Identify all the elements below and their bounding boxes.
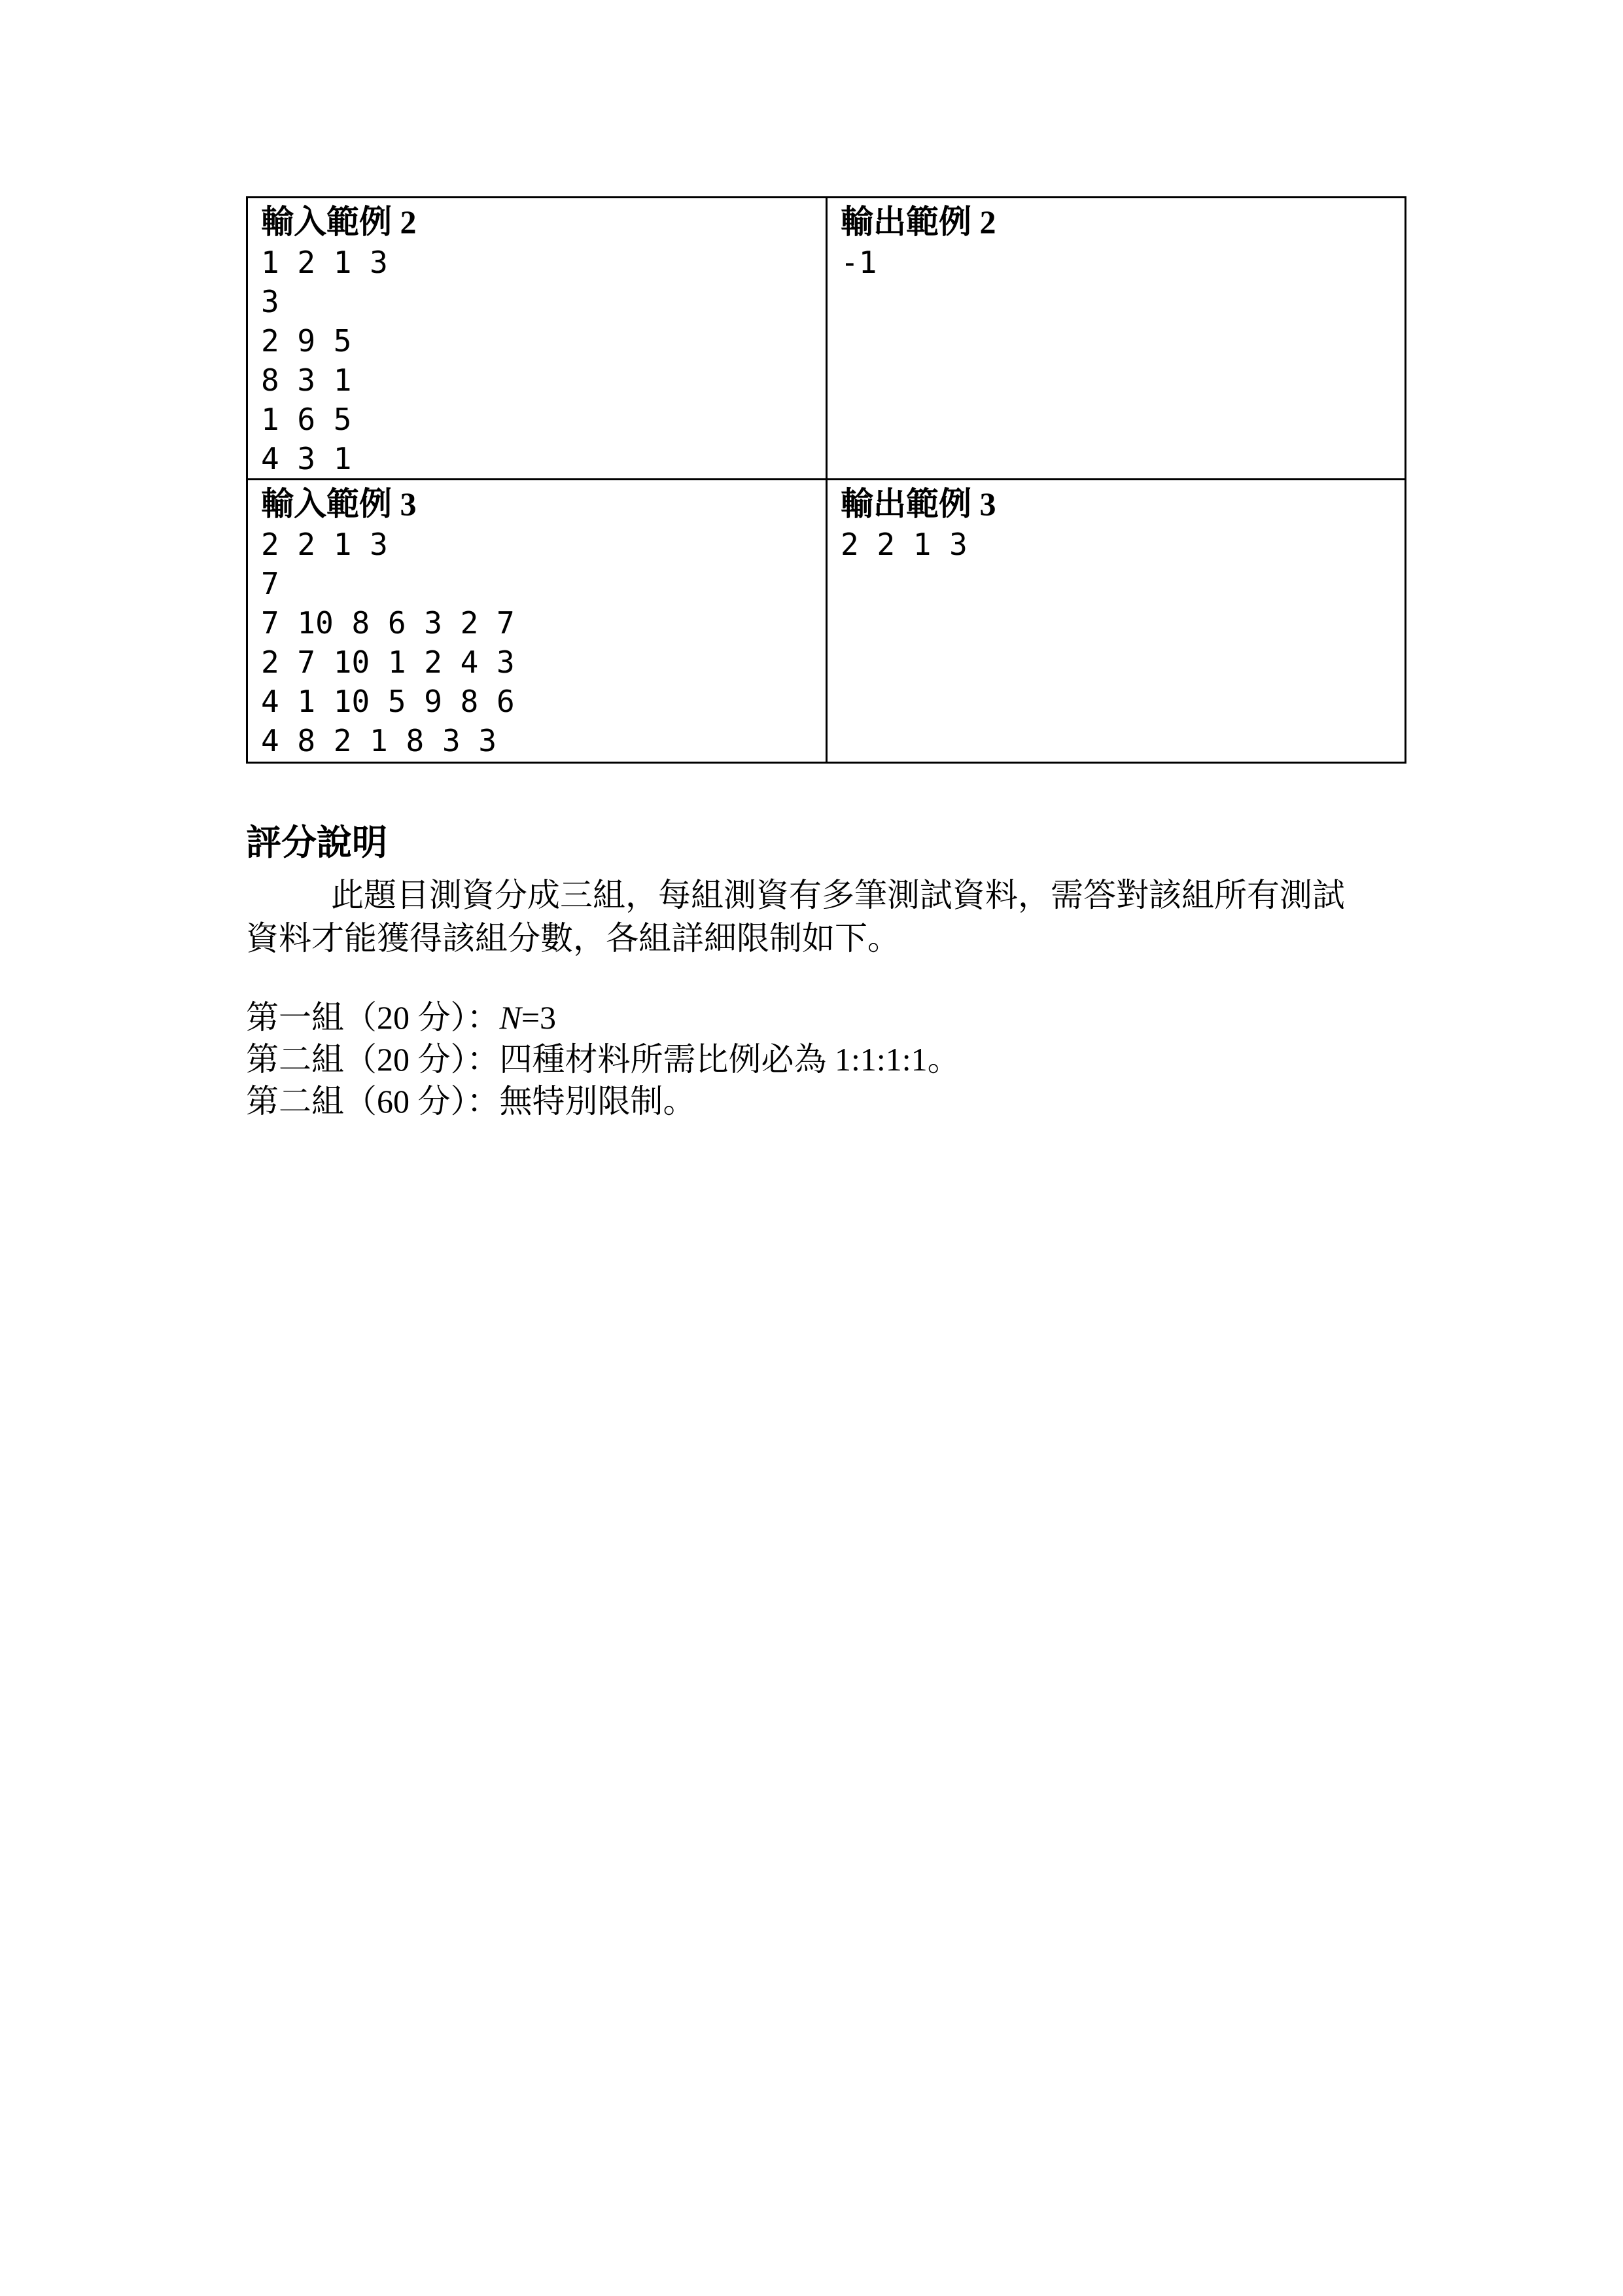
group-rest: =3 [521, 999, 557, 1036]
example-code-line: 1 2 1 3 [261, 245, 388, 280]
group-line-3 [246, 1080, 1391, 1122]
example-code-line: 1 6 5 [261, 402, 352, 437]
example-code-line: 3 [261, 284, 279, 319]
group-line-1 [246, 997, 1391, 1038]
scoring-groups [246, 997, 1391, 1122]
example-code-line: 7 [261, 566, 279, 601]
example-code-line: 4 1 10 5 9 8 6 [261, 684, 515, 719]
input-example-2-header: 輸入範例 2 [261, 203, 417, 240]
scoring-heading: 評分說明 [246, 823, 387, 862]
group-line-2 [246, 1038, 1391, 1080]
example-row-3 [247, 480, 1406, 763]
group-rest: 四種材料所需比例必為 1:1:1:1。 [499, 1041, 960, 1078]
group-prefix: 第一組（20 分）： [246, 999, 500, 1036]
scoring-paragraph [246, 874, 1391, 960]
example-code-line: 2 7 10 1 2 4 3 [261, 645, 515, 680]
example-code-line: 2 2 1 3 [261, 527, 388, 562]
paragraph-line: 此題目測資分成三組，每組測資有多筆測試資料，需答對該組所有測試 [331, 877, 1345, 913]
group-prefix: 第二組（20 分）： [246, 1041, 500, 1078]
examples-table [246, 196, 1406, 764]
group-variable: N [499, 999, 521, 1036]
example-code-line: 8 3 1 [261, 362, 352, 398]
output-example-2-header: 輸出範例 2 [841, 203, 996, 240]
output-example-3-header: 輸出範例 3 [841, 486, 996, 522]
group-prefix: 第二組（60 分）： [246, 1083, 500, 1120]
output-example-2-cell [827, 198, 1406, 480]
example-code-line: 2 9 5 [261, 323, 352, 359]
input-example-3-header: 輸入範例 3 [261, 486, 417, 522]
input-example-3-cell [247, 480, 827, 763]
example-row-2 [247, 198, 1406, 480]
example-code-line: 7 10 8 6 3 2 7 [261, 605, 515, 641]
example-code-line: 4 8 2 1 8 3 3 [261, 723, 497, 758]
example-code-line: 4 3 1 [261, 441, 352, 476]
output-example-3-cell [827, 480, 1406, 763]
input-example-2-cell [247, 198, 827, 480]
paragraph-line: 資料才能獲得該組分數，各組詳細限制如下。 [246, 920, 900, 957]
group-rest: 無特別限制。 [499, 1083, 696, 1120]
example-code-line: 2 2 1 3 [841, 527, 968, 562]
example-code-line: -1 [841, 245, 877, 280]
